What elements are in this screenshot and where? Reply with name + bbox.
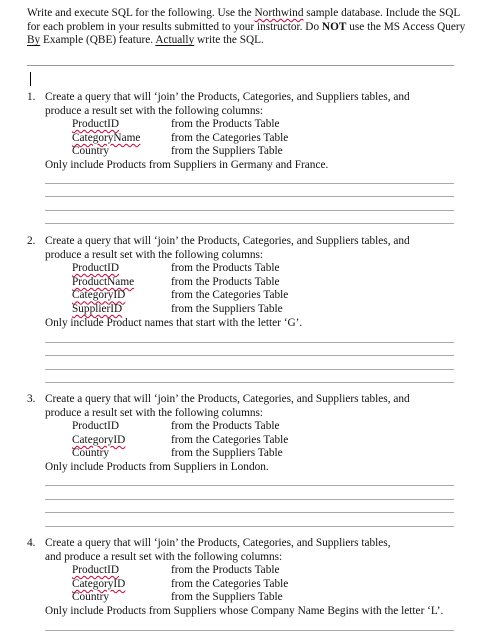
answer-line[interactable]	[45, 355, 454, 356]
column-row	[72, 591, 472, 605]
column-list	[72, 262, 472, 316]
answer-line[interactable]	[45, 183, 454, 184]
column-name: ProductID	[72, 118, 120, 131]
column-row	[72, 289, 472, 303]
question-1	[27, 91, 472, 173]
column-source: from the Categories Table	[171, 433, 289, 446]
column-name: Country	[72, 591, 110, 604]
answer-line[interactable]	[45, 485, 454, 486]
filter-condition: Only include Product names that start with the letter ‘G’.	[45, 316, 303, 329]
filter-condition: Only include Products from Suppliers in Germany and France.	[45, 158, 329, 171]
question-number: 3.	[27, 393, 36, 405]
column-source: from the Categories Table	[171, 577, 289, 590]
answer-line[interactable]	[45, 382, 454, 383]
answer-line[interactable]	[45, 512, 454, 513]
question-3	[27, 393, 472, 475]
question-4	[27, 537, 472, 619]
column-row	[72, 262, 472, 276]
column-row	[72, 276, 472, 290]
column-source: from the Products Table	[171, 420, 280, 433]
column-source: from the Products Table	[171, 262, 280, 275]
intro-text-2: sample database. Include the SQL for each problem in your results submitted to your instructor. Do	[27, 7, 460, 33]
column-source: from the Products Table	[171, 564, 280, 577]
column-name: CategoryID	[72, 289, 126, 302]
column-source: from the Products Table	[171, 118, 280, 131]
instructions-text	[27, 7, 467, 48]
question-number: 1.	[27, 91, 36, 103]
column-name: ProductID	[72, 564, 120, 577]
column-name: ProductName	[72, 275, 135, 288]
column-row	[72, 118, 472, 132]
by-word: By	[27, 34, 41, 47]
column-row	[72, 447, 472, 461]
column-name: CategoryID	[72, 577, 126, 590]
column-row	[72, 132, 472, 146]
question-number: 2.	[27, 235, 36, 247]
question-text-line-2: and produce a result set with the following columns:	[45, 550, 283, 563]
intro-text-3: use the MS Access Query	[346, 20, 466, 33]
intro-text-5: write the SQL.	[194, 34, 264, 47]
question-number: 4.	[27, 537, 36, 549]
answer-line[interactable]	[45, 196, 454, 197]
column-name: ProductID	[72, 262, 120, 275]
column-source: from the Suppliers Table	[171, 302, 283, 315]
question-text-line-1: Create a query that will ‘join’ the Products, Categories, and Suppliers tables, and	[45, 393, 410, 405]
answer-line[interactable]	[45, 342, 454, 343]
filter-condition: Only include Products from Suppliers in London.	[45, 460, 269, 473]
column-name: Country	[72, 447, 110, 460]
column-row	[72, 145, 472, 159]
question-text-line-1: Create a query that will ‘join’ the Products, Categories, and Suppliers tables,	[45, 537, 391, 549]
answer-line[interactable]	[45, 369, 454, 370]
instructions-paragraph	[27, 7, 467, 48]
question-text-line-1: Create a query that will ‘join’ the Products, Categories, and Suppliers tables, and	[45, 235, 410, 247]
not-emphasis: NOT	[321, 20, 347, 33]
column-list	[72, 564, 472, 605]
question-text-line-2: produce a result set with the following columns:	[45, 406, 264, 419]
column-row	[72, 434, 472, 448]
column-source: from the Categories Table	[171, 289, 289, 302]
column-source: from the Categories Table	[171, 131, 289, 144]
question-text-line-2: produce a result set with the following columns:	[45, 104, 264, 117]
divider-line	[27, 65, 454, 66]
column-name: SupplierID	[72, 302, 123, 315]
column-row	[72, 564, 472, 578]
column-name: CategoryID	[72, 433, 126, 446]
column-name: CategoryName	[72, 131, 141, 144]
text-cursor[interactable]	[30, 72, 31, 86]
filter-condition: Only include Products from Suppliers whose Company Name Begins with the letter ‘L’.	[45, 604, 444, 617]
column-row	[72, 578, 472, 592]
column-name: ProductID	[72, 420, 120, 433]
question-text-line-1: Create a query that will ‘join’ the Products, Categories, and Suppliers tables, and	[45, 91, 410, 103]
column-row	[72, 420, 472, 434]
column-row	[72, 303, 472, 317]
answer-line[interactable]	[45, 499, 454, 500]
column-source: from the Suppliers Table	[171, 447, 283, 460]
answer-line[interactable]	[45, 210, 454, 211]
intro-text-4: Example (QBE) feature.	[40, 34, 156, 47]
northwind-word: Northwind	[254, 7, 304, 19]
actually-word: Actually	[155, 34, 195, 47]
column-name: Country	[72, 145, 110, 158]
intro-text-1: Write and execute SQL for the following. Use the	[27, 7, 255, 19]
column-source: from the Suppliers Table	[171, 145, 283, 158]
answer-line[interactable]	[45, 526, 454, 527]
column-list	[72, 420, 472, 461]
column-source: from the Products Table	[171, 275, 280, 288]
answer-line[interactable]	[45, 223, 454, 224]
question-2	[27, 235, 472, 330]
answer-line[interactable]	[45, 630, 454, 631]
column-source: from the Suppliers Table	[171, 591, 283, 604]
question-text-line-2: produce a result set with the following columns:	[45, 248, 264, 261]
column-list	[72, 118, 472, 159]
